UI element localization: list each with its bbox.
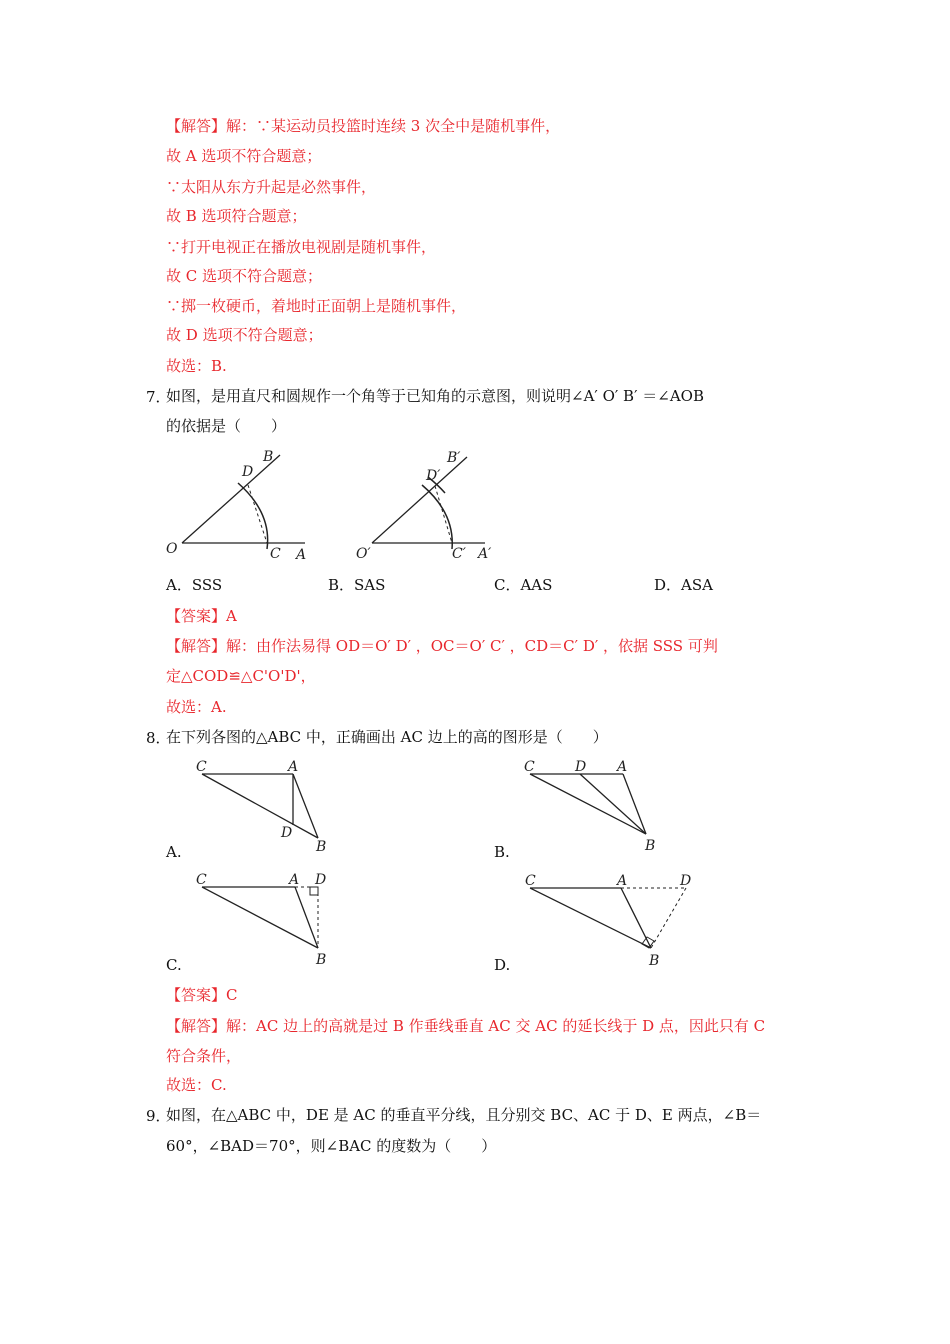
q6-solution-line-4: 故 B 选项符合题意； (166, 207, 307, 225)
arc (238, 483, 268, 549)
label-c-prime: C′ (452, 546, 466, 562)
q6-solution-line-3: ∵太阳从东方升起是必然事件， (166, 178, 377, 196)
q7-stem-line-2: 的依据是（ ） (166, 417, 287, 435)
label-a: A (289, 872, 300, 888)
q8-figure-b (518, 755, 668, 860)
dashed-cd (248, 485, 267, 543)
dashed-cd-prime (435, 486, 452, 543)
q7-solution-line-1: 【解答】解：由作法易得 OD＝O′ D′ ，OC＝O′ C′ ，CD＝C′ D′ ，依据 SSS 可判 (166, 637, 718, 655)
q8-option-d: D. (494, 956, 511, 974)
q8-figure-d (518, 868, 708, 973)
label-c: C (525, 873, 536, 889)
q7-solution-line-2: 定△COD≌△C'O'D'， (166, 667, 316, 685)
label-d: D (680, 873, 692, 889)
label-d: D (242, 464, 254, 480)
q8-option-c: C. (166, 956, 182, 974)
q6-solution-line-5: ∵打开电视正在播放电视剧是随机事件， (166, 238, 437, 256)
q6-solution-line-1: 【解答】解：∵某运动员投篮时连续 3 次全中是随机事件， (166, 117, 561, 135)
q8-stem: 在下列各图的△ABC 中，正确画出 AC 边上的高的图形是（ ） (166, 728, 608, 746)
label-b: B (649, 953, 660, 969)
label-b: B (316, 952, 327, 968)
label-d: D (575, 759, 587, 775)
q7-stem-line-1: 如图，是用直尺和圆规作一个角等于已知角的示意图，则说明∠A′ O′ B′ ＝∠AOB (166, 387, 704, 405)
label-o-prime: O′ (356, 546, 371, 562)
ray-ob-prime (372, 457, 467, 543)
q7-figure-constructed-angle (350, 445, 510, 570)
label-c: C (270, 546, 281, 562)
q9-stem-line-1: 如图，在△ABC 中，DE 是 AC 的垂直平分线，且分别交 BC、AC 于 D、E 两点，∠B＝ (166, 1106, 762, 1124)
q7-option-d: D．ASA (654, 576, 713, 594)
q7-number: 7． (146, 388, 171, 406)
q9-number: 9． (146, 1107, 171, 1125)
q6-solution-line-2: 故 A 选项不符合题意； (166, 147, 322, 165)
label-a: A (617, 873, 628, 889)
ray-ob (182, 455, 280, 543)
label-a: A (288, 759, 299, 775)
label-a: A (617, 759, 628, 775)
label-d: D (315, 872, 327, 888)
label-b: B (263, 449, 274, 465)
label-d-prime: D′ (426, 468, 441, 484)
q8-option-a: A. (166, 843, 182, 861)
q6-solution-line-9: 故选：B. (166, 357, 227, 375)
q7-answer: 【答案】A (166, 607, 237, 625)
q8-number: 8． (146, 729, 171, 747)
q8-solution-line-2: 符合条件， (166, 1047, 242, 1065)
q7-option-b: B．SAS (328, 576, 386, 594)
q7-figure-original-angle (160, 445, 320, 570)
q8-option-b: B. (494, 843, 510, 861)
q8-figure-a (190, 755, 340, 860)
label-a: A (296, 547, 307, 563)
label-c: C (524, 759, 535, 775)
q8-solution-line-1: 【解答】解：AC 边上的高就是过 B 作垂线垂直 AC 交 AC 的延长线于 D 点，因此只有 C (166, 1017, 766, 1035)
q8-answer: 【答案】C (166, 986, 238, 1004)
q8-solution-line-3: 故选：C. (166, 1076, 227, 1094)
label-d: D (281, 825, 293, 841)
q7-option-c: C．AAS (494, 576, 553, 594)
q9-stem-line-2: 60°，∠BAD＝70°，则∠BAC 的度数为（ ） (166, 1137, 497, 1155)
q8-figure-c (190, 868, 340, 973)
label-o: O (166, 541, 178, 557)
label-a-prime: A′ (478, 546, 492, 562)
q6-solution-line-7: ∵掷一枚硬币，着地时正面朝上是随机事件， (166, 297, 467, 315)
q7-solution-line-3: 故选：A. (166, 698, 227, 716)
label-b: B (645, 838, 656, 854)
label-c: C (196, 759, 207, 775)
q7-option-a: A．SSS (166, 576, 223, 594)
label-b-prime: B′ (447, 450, 461, 466)
label-b: B (316, 839, 327, 855)
q6-solution-line-6: 故 C 选项不符合题意； (166, 267, 323, 285)
label-c: C (196, 872, 207, 888)
q6-solution-line-8: 故 D 选项不符合题意； (166, 326, 323, 344)
